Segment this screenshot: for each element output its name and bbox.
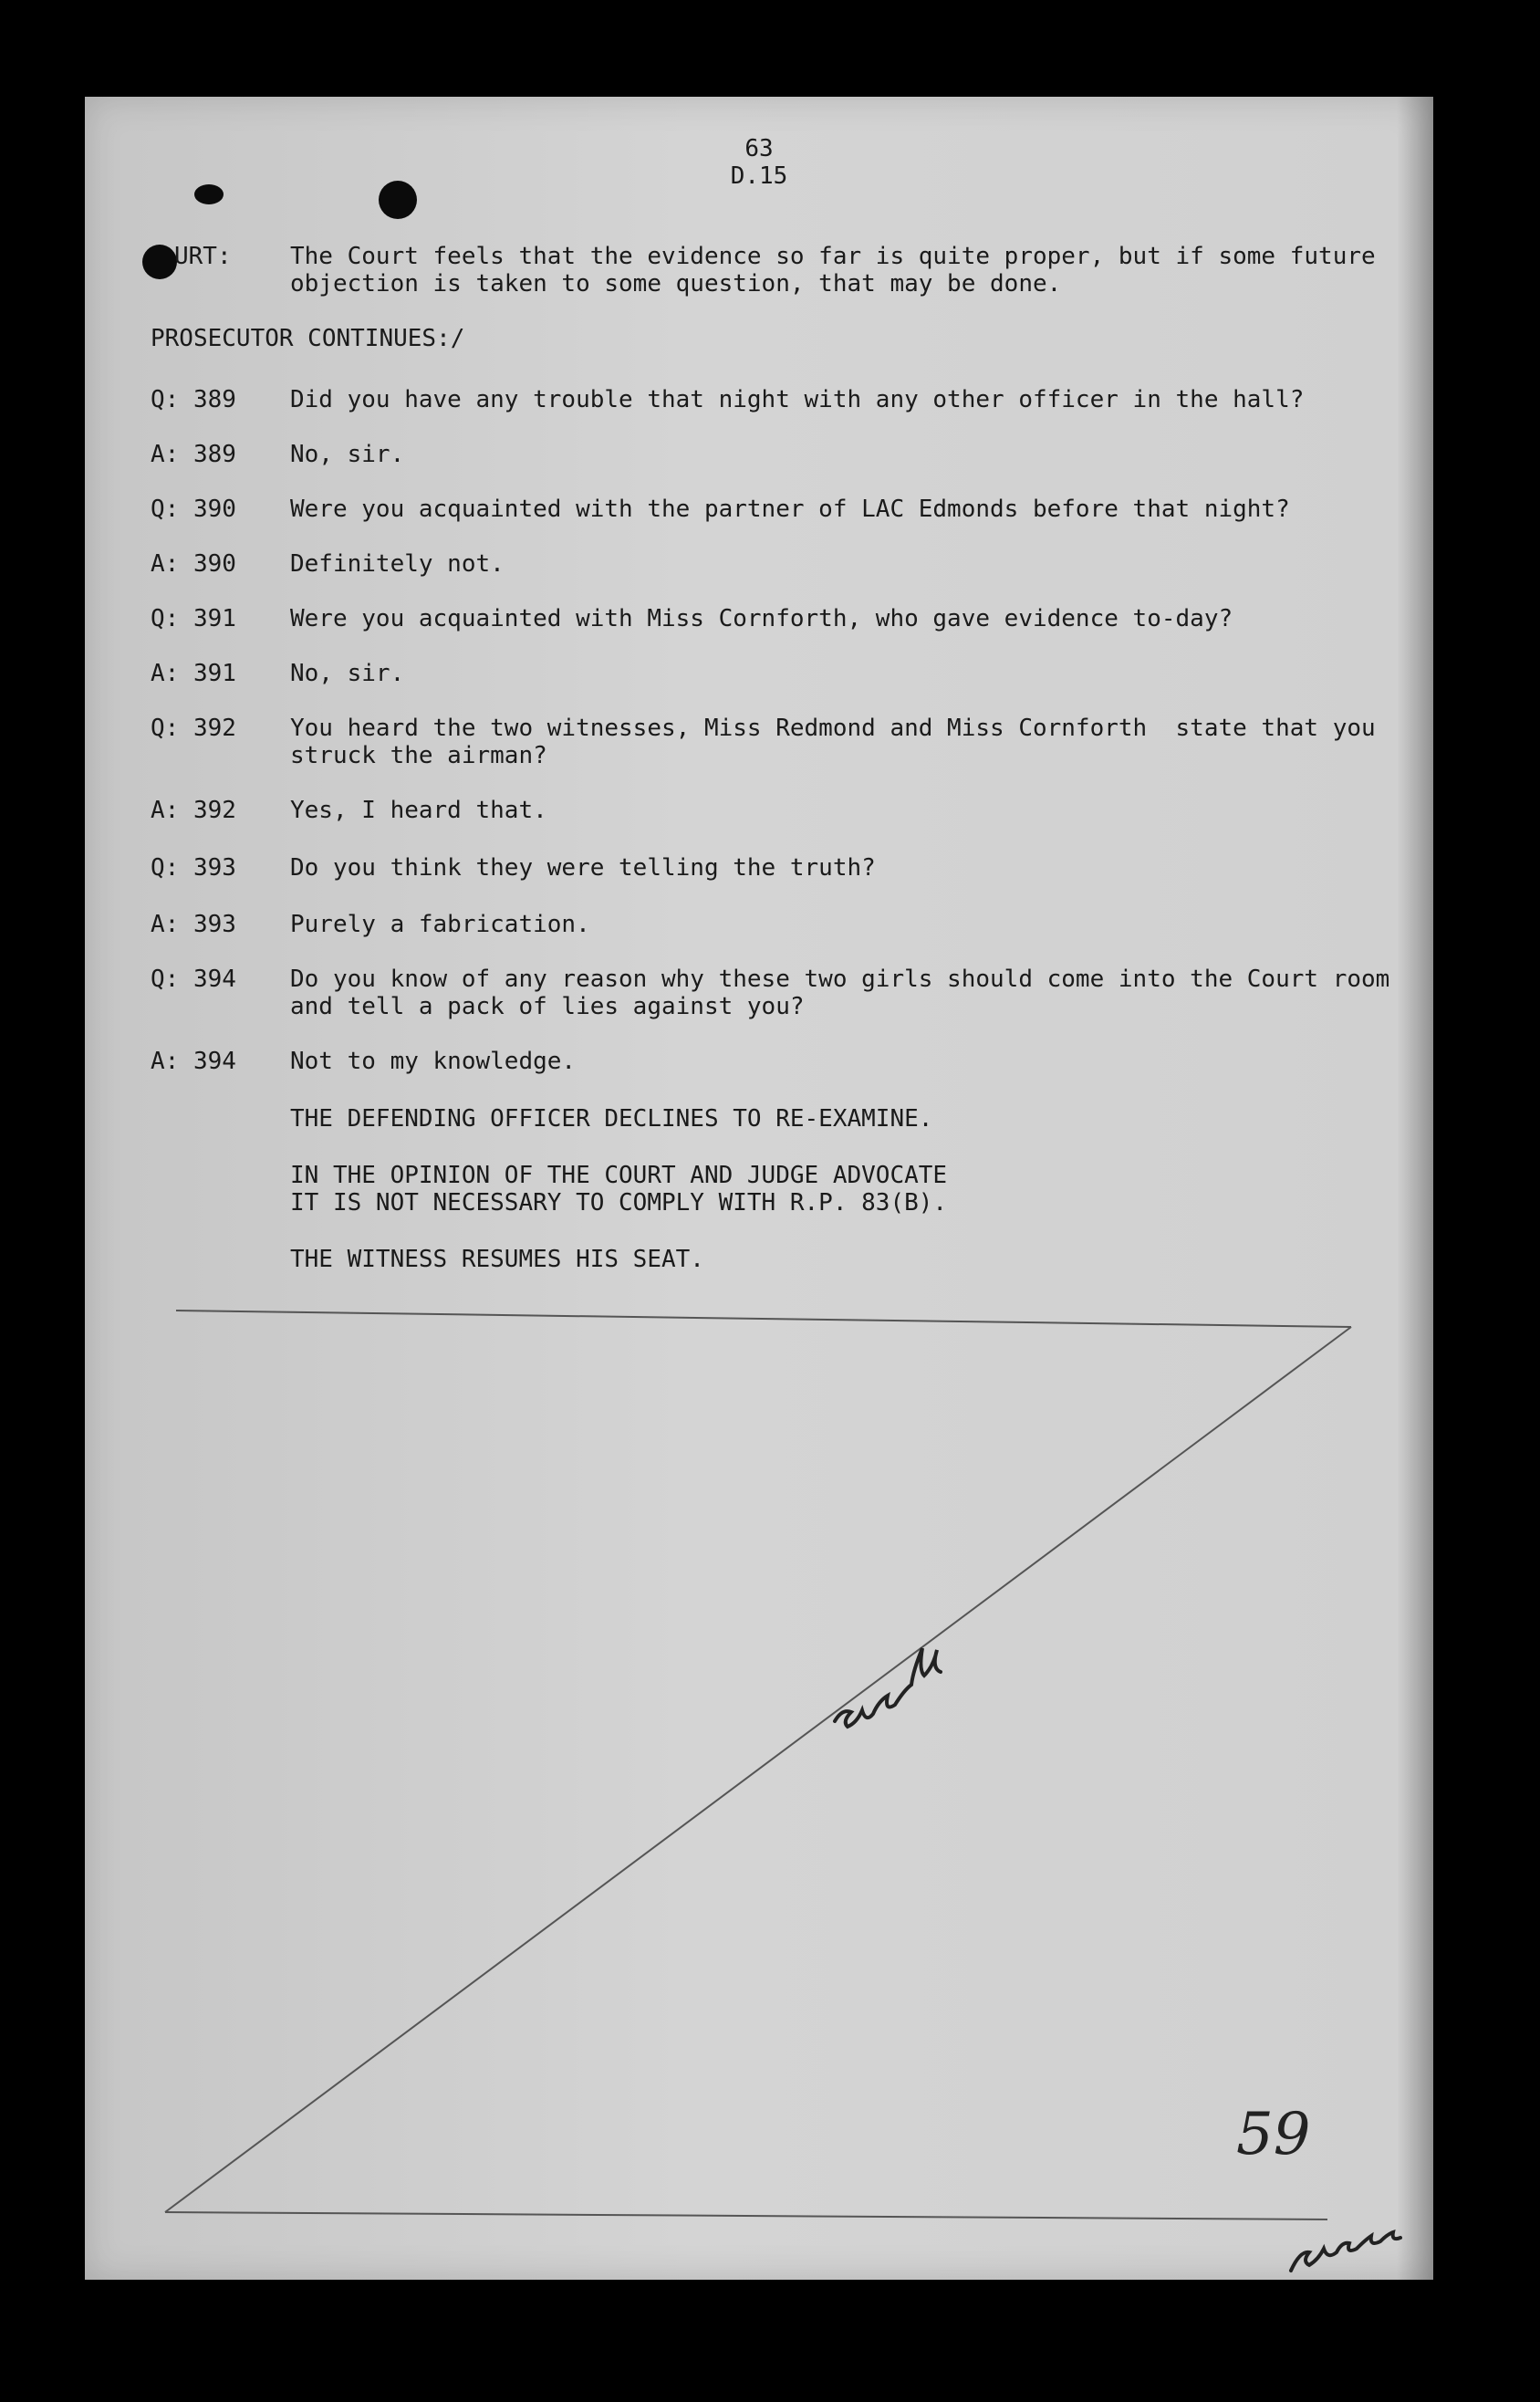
- court-remark-line: The Court feels that the evidence so far is quite proper, but if some future: [290, 243, 1376, 270]
- qa-text: Yes, I heard that.: [290, 797, 547, 824]
- qa-text: Definitely not.: [290, 550, 505, 578]
- statement-line: THE WITNESS RESUMES HIS SEAT.: [290, 1246, 704, 1273]
- qa-text: Were you acquainted with the partner of LAC Edmonds before that night?: [290, 496, 1290, 523]
- prosecutor-heading: PROSECUTOR CONTINUES:/: [151, 325, 465, 352]
- qa-label: A: 391: [151, 660, 236, 687]
- qa-text: Purely a fabrication.: [290, 911, 590, 938]
- qa-text: Did you have any trouble that night with any other officer in the hall?: [290, 386, 1305, 413]
- page-number: 63: [744, 135, 774, 162]
- qa-label: Q: 392: [151, 715, 236, 742]
- qa-label: Q: 390: [151, 496, 236, 523]
- statement-line: THE DEFENDING OFFICER DECLINES TO RE-EXAMINE.: [290, 1105, 933, 1133]
- qa-text: No, sir.: [290, 660, 405, 687]
- document-reference: D.15: [730, 162, 788, 190]
- qa-text: struck the airman?: [290, 742, 547, 769]
- handwritten-page-number: 59: [1236, 2101, 1311, 2168]
- qa-text: and tell a pack of lies against you?: [290, 993, 805, 1020]
- document-page: [85, 97, 1433, 2280]
- qa-label: A: 389: [151, 441, 236, 468]
- statement-line: IT IS NOT NECESSARY TO COMPLY WITH R.P. 83(B).: [290, 1189, 948, 1217]
- qa-text: Do you know of any reason why these two girls should come into the Court room: [290, 966, 1390, 993]
- qa-label: A: 394: [151, 1048, 236, 1075]
- qa-label: A: 390: [151, 550, 236, 578]
- qa-text: Not to my knowledge.: [290, 1048, 577, 1075]
- qa-text: Do you think they were telling the truth?: [290, 854, 876, 882]
- qa-text: Were you acquainted with Miss Cornforth, who gave evidence to-day?: [290, 605, 1233, 632]
- qa-label: A: 393: [151, 911, 236, 938]
- qa-label: Q: 393: [151, 854, 236, 882]
- qa-text: No, sir.: [290, 441, 405, 468]
- statement-line: IN THE OPINION OF THE COURT AND JUDGE ADVOCATE: [290, 1162, 948, 1189]
- handwritten-initials-bottom: [85, 97, 1433, 2280]
- qa-label: A: 392: [151, 797, 236, 824]
- qa-label: Q: 394: [151, 966, 236, 993]
- qa-label: Q: 391: [151, 605, 236, 632]
- qa-text: You heard the two witnesses, Miss Redmond and Miss Cornforth state that you: [290, 715, 1376, 742]
- court-label: URT:: [174, 243, 232, 270]
- court-remark-line: objection is taken to some question, that may be done.: [290, 270, 1062, 298]
- qa-label: Q: 389: [151, 386, 236, 413]
